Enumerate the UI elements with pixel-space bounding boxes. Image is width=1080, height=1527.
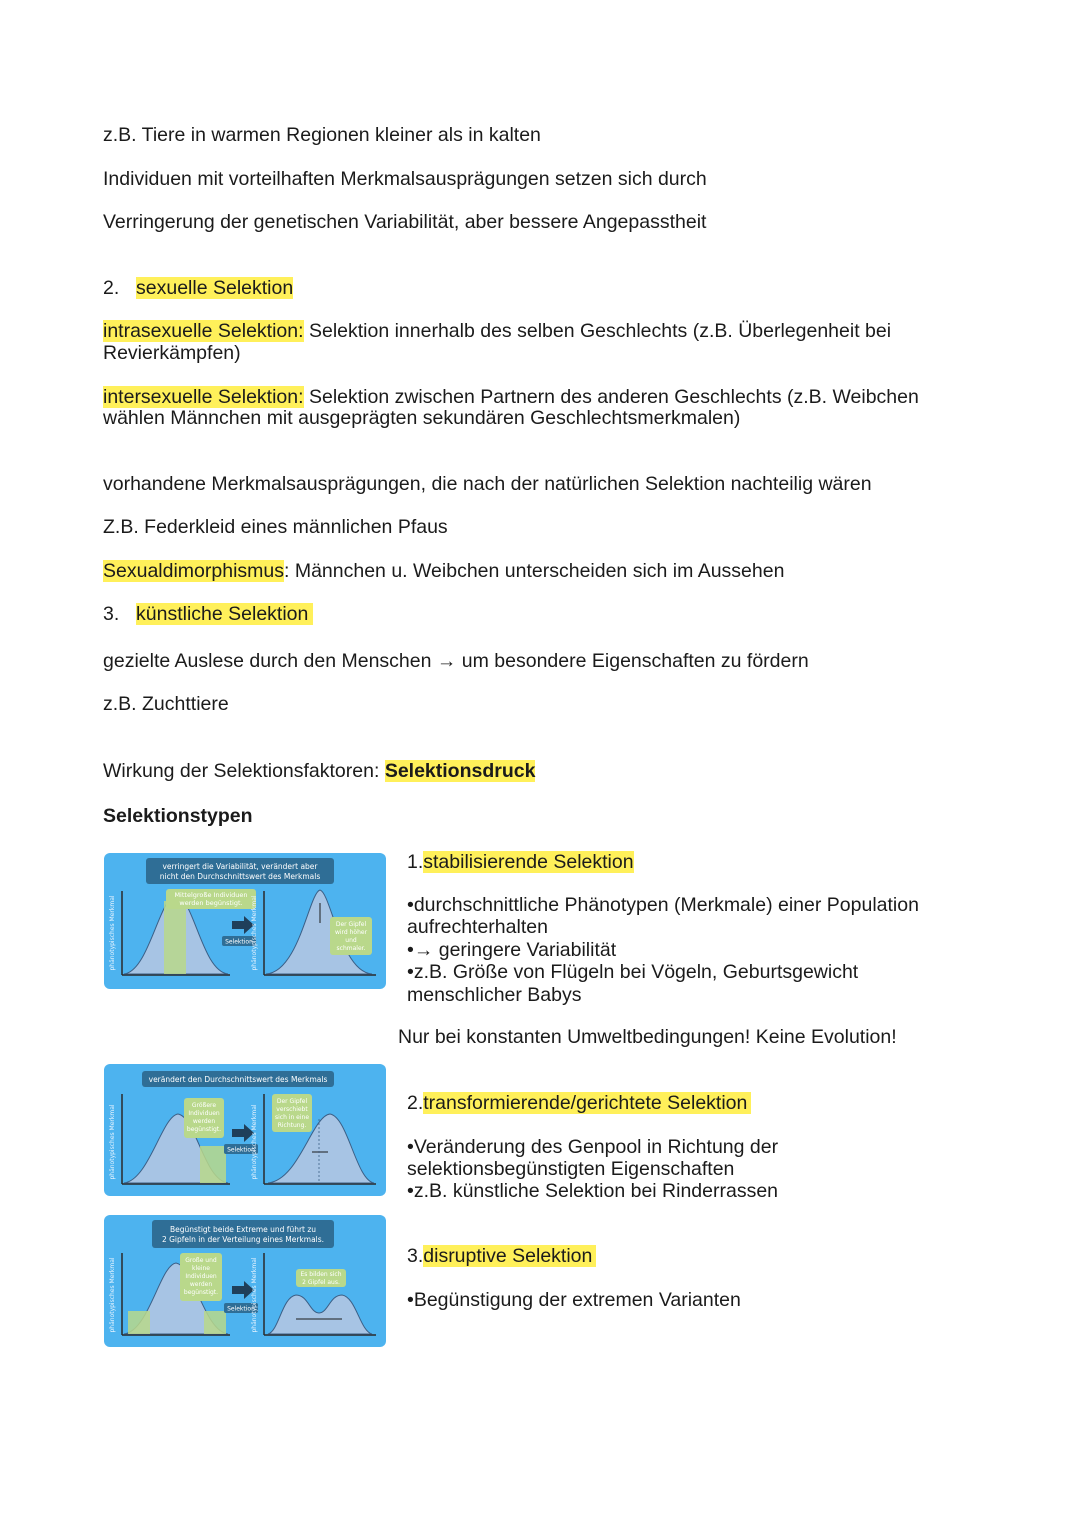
type-heading (407, 1245, 596, 1267)
axis-label: phänotypisches Merkmal (109, 1104, 116, 1180)
definition-intra (103, 320, 891, 342)
section-number: 3. (103, 603, 120, 625)
banner-text: verringert die Variabilität, verändert aber (162, 862, 318, 871)
bubble-text: werden (189, 1281, 213, 1288)
type-title: transformierende/gerichtete Selektion (423, 1092, 751, 1114)
text-line: •z.B. künstliche Selektion bei Rinderrassen (407, 1180, 779, 1202)
type-heading (407, 1092, 751, 1114)
pressure-prefix: Wirkung der Selektionsfaktoren: (103, 760, 385, 782)
text-line: vorhandene Merkmalsausprägungen, die nach der natürlichen Selektion nachteilig wären (103, 473, 872, 495)
term-text: Selektion innerhalb des selben Geschlechts (z.B. Überlegenheit bei (303, 320, 892, 342)
note-text: wird höher (334, 929, 368, 936)
definition-dimorphism (103, 560, 784, 582)
note-text: Richtung. (277, 1122, 307, 1129)
type-number: 2. (407, 1092, 424, 1114)
bubble-text: Mittelgroße Individuen (174, 891, 248, 899)
text-line: Z.B. Federkleid eines männlichen Pfaus (103, 516, 448, 538)
bubble-text: werden (192, 1118, 216, 1125)
note-text: verschiebt (276, 1106, 308, 1113)
type-title: stabilisierende Selektion (423, 851, 634, 873)
banner-text: nicht den Durchschnittswert des Merkmals (159, 872, 321, 881)
text-line: aufrechterhalten (407, 916, 548, 938)
type-heading (407, 851, 634, 873)
text-line: z.B. Tiere in warmen Regionen kleiner als in kalten (103, 124, 541, 146)
text-line: •Veränderung des Genpool in Richtung der (407, 1136, 779, 1158)
bubble-text: kleine (192, 1265, 210, 1272)
section-title: sexuelle Selektion (136, 277, 294, 299)
pressure-term: Selektionsdruck (384, 760, 536, 782)
type-title: disruptive Selektion (423, 1245, 596, 1267)
text-line: gezielte Auslese durch den Menschen → um besondere Eigenschaften zu fördern (103, 650, 809, 672)
selection-label: Selektion (225, 938, 253, 946)
type-number: 1. (407, 851, 424, 873)
note-text: Es bilden sich (300, 1271, 342, 1278)
selection-label: Selektion (227, 1305, 255, 1313)
directional-selection-diagram (104, 1064, 386, 1196)
bubble-text: Individuen (188, 1110, 220, 1117)
text-line: Nur bei konstanten Umweltbedingungen! Keine Evolution! (398, 1026, 897, 1048)
bubble-text: Individuen (185, 1273, 217, 1280)
text-line: •durchschnittliche Phänotypen (Merkmale) einer Population (407, 894, 919, 916)
note-text: 2 Gipfel aus. (302, 1279, 340, 1286)
banner-text: Begünstigt beide Extreme und führt zu (169, 1225, 317, 1234)
text-line: •z.B. Größe von Flügeln bei Vögeln, Geburtsgewicht (407, 961, 859, 983)
axis-label: phänotypisches Merkmal (109, 1257, 116, 1333)
note-text: schmaler. (336, 945, 366, 952)
pressure-line (103, 760, 535, 782)
bubble-text: Große und (185, 1257, 217, 1264)
text-line: Individuen mit vorteilhaften Merkmalsausprägungen setzen sich durch (103, 168, 707, 190)
text-line: wählen Männchen mit ausgeprägten sekundären Geschlechtsmerkmalen) (103, 407, 741, 429)
selection-types-heading: Selektionstypen (103, 805, 253, 827)
term-text: Selektion zwischen Partnern des anderen Geschlechts (z.B. Weibchen (303, 386, 919, 408)
section-number: 2. (103, 277, 120, 299)
term-label: intrasexuelle Selektion: (103, 320, 304, 342)
text-line: menschlicher Babys (407, 984, 582, 1006)
term-label: Sexualdimorphismus (103, 560, 284, 582)
banner-text: 2 Gipfeln in der Verteilung eines Merkmals. (161, 1235, 325, 1244)
section-heading (103, 277, 293, 299)
section-title: künstliche Selektion (136, 603, 313, 625)
section-heading (103, 603, 313, 625)
definition-inter (103, 386, 919, 408)
note-text: sich in eine (274, 1114, 310, 1121)
banner-text: verändert den Durchschnittswert des Merkmals (148, 1075, 328, 1084)
note-text: und (345, 937, 357, 944)
bubble-text: werden begünstigt. (179, 899, 243, 907)
text-line: Verringerung der genetischen Variabilität, aber bessere Angepasstheit (103, 211, 707, 233)
text-line: z.B. Zuchttiere (103, 693, 229, 715)
axis-label: phänotypisches Merkmal (109, 895, 116, 971)
bubble-text: Größere (191, 1102, 217, 1109)
text-line: selektionsbegünstigten Eigenschaften (407, 1158, 735, 1180)
stabilizing-selection-diagram (104, 853, 386, 989)
bubble-text: begünstigt. (183, 1289, 219, 1296)
text-line: •→ geringere Variabilität (407, 939, 617, 961)
type-number: 3. (407, 1245, 424, 1267)
term-text: : Männchen u. Weibchen unterscheiden sich im Aussehen (284, 560, 785, 582)
axis-label: phänotypisches Merkmal (251, 895, 258, 971)
axis-label: phänotypisches Merkmal (251, 1257, 258, 1333)
term-label: intersexuelle Selektion: (103, 386, 304, 408)
note-text: Der Gipfel (335, 921, 367, 928)
selection-label: Selektion (227, 1146, 255, 1154)
text-line: •Begünstigung der extremen Varianten (407, 1289, 741, 1311)
note-text: Der Gipfel (276, 1098, 308, 1105)
text-line: Revierkämpfen) (103, 342, 241, 364)
disruptive-selection-diagram (104, 1215, 386, 1347)
bubble-text: begünstigt. (186, 1126, 222, 1133)
axis-label: phänotypisches Merkmal (251, 1104, 258, 1180)
